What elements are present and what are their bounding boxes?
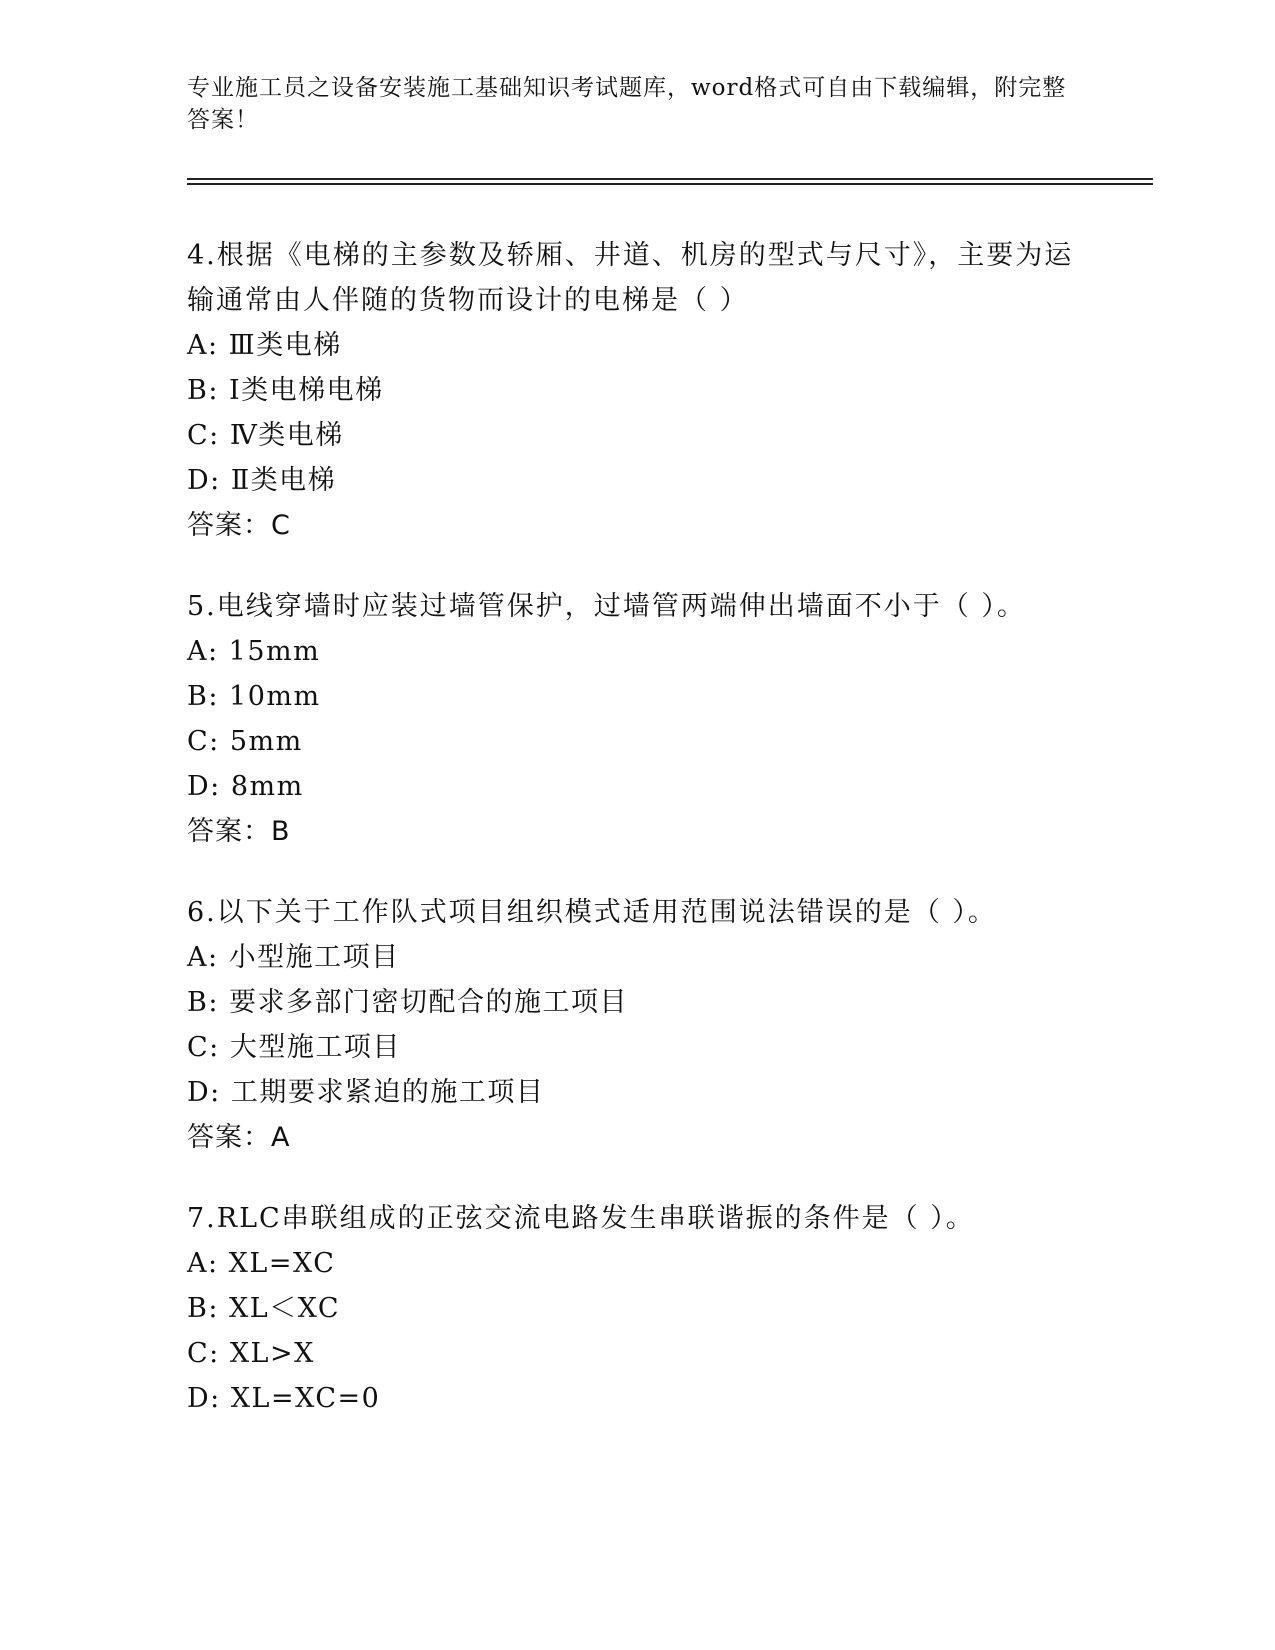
question-4 xyxy=(187,233,1087,548)
option-b: B: 10mm xyxy=(187,681,321,712)
document-header: 专业施工员之设备安装施工基础知识考试题库，word格式可自由下载编辑，附完整答案！ xyxy=(187,75,1067,133)
question-text: 6.以下关于工作队式项目组织模式适用范围说法错误的是（ ）。 xyxy=(187,897,997,928)
question-text: 5.电线穿墙时应装过墙管保护，过墙管两端伸出墙面不小于（ ）。 xyxy=(187,591,1026,622)
option-b: B: Ⅰ类电梯电梯 xyxy=(187,375,384,406)
option-a: A: Ⅲ类电梯 xyxy=(187,330,342,361)
question-7 xyxy=(187,1196,1087,1421)
answer: 答案：C xyxy=(187,510,291,541)
header-rule-top xyxy=(187,178,1153,180)
option-d: D: 工期要求紧迫的施工项目 xyxy=(187,1077,545,1108)
option-c: C: 5mm xyxy=(187,726,303,757)
question-5 xyxy=(187,584,1087,854)
answer: 答案：B xyxy=(187,816,291,847)
question-text: 7.RLC串联组成的正弦交流电路发生串联谐振的条件是（ ）。 xyxy=(187,1203,975,1234)
question-list xyxy=(187,233,1087,1457)
option-a: A: 15mm xyxy=(187,636,321,667)
option-d: D: XL=XC=0 xyxy=(187,1383,381,1414)
question-6 xyxy=(187,890,1087,1160)
option-b: B: 要求多部门密切配合的施工项目 xyxy=(187,987,629,1018)
option-c: C: Ⅳ类电梯 xyxy=(187,420,344,451)
option-b: B: XL＜XC xyxy=(187,1293,341,1324)
option-a: A: 小型施工项目 xyxy=(187,942,400,973)
question-text: 4.根据《电梯的主参数及轿厢、井道、机房的型式与尺寸》，主要为运输通常由人伴随的货物而设计的电梯是（ ） xyxy=(187,240,1074,316)
option-a: A: XL=XC xyxy=(187,1248,336,1279)
option-c: C: XL>X xyxy=(187,1338,315,1369)
option-d: D: 8mm xyxy=(187,771,304,802)
answer: 答案：A xyxy=(187,1122,291,1153)
option-c: C: 大型施工项目 xyxy=(187,1032,401,1063)
header-rule-bottom xyxy=(187,183,1153,185)
option-d: D: Ⅱ类电梯 xyxy=(187,465,337,496)
